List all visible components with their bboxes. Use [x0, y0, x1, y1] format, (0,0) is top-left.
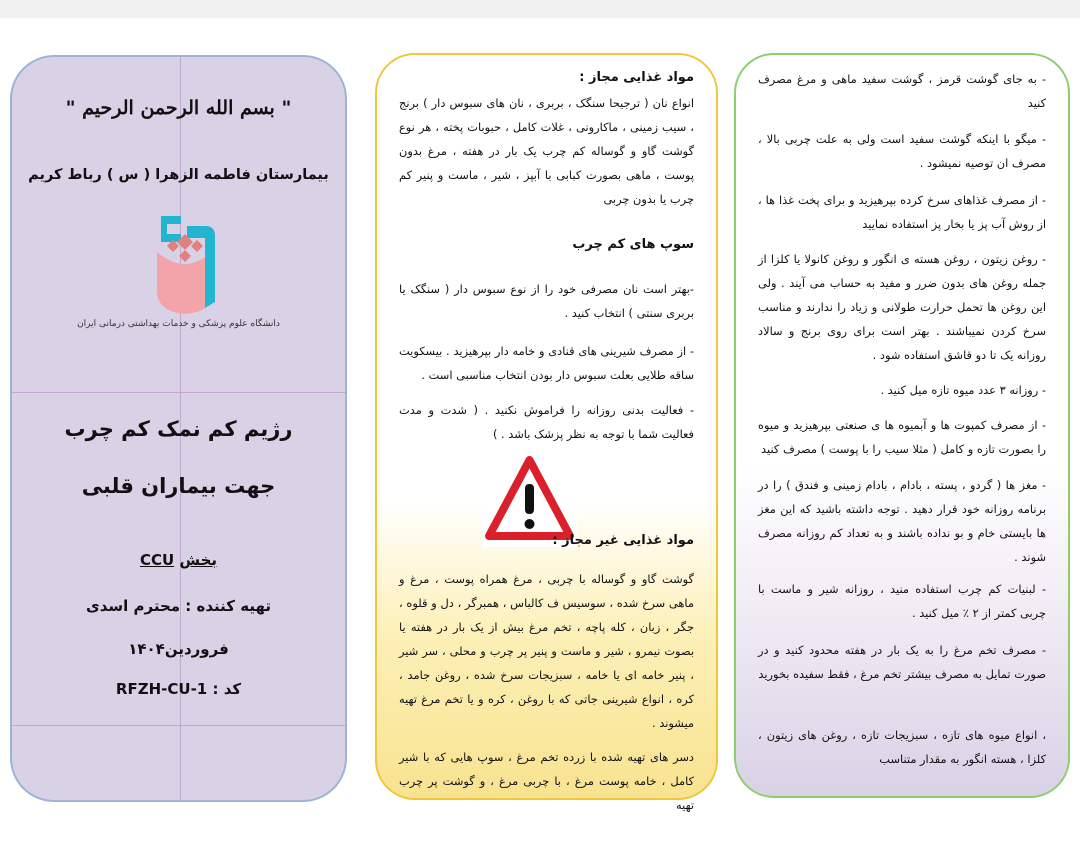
diet-title-line1: رژیم کم نمک کم چرب — [64, 417, 293, 441]
basmala: " بسم الله الرحمن الرحيم " — [65, 97, 292, 119]
diet-title-line2: جهت بیماران قلبی — [81, 474, 276, 498]
university-logo-icon — [147, 212, 222, 317]
ward-label: بخش — [179, 551, 218, 569]
tip-item: - میگو با اینکه گوشت سفید است ولی به علت چربی بالا ، مصرف ان توصیه نمیشود . — [758, 132, 1046, 170]
code-value: RFZH-CU-1 — [115, 680, 208, 698]
tip-item: - از مصرف غذاهای سرخ کرده بپرهیزید و برای پخت غذا ها ، از روش آب پز یا بخار پز استفاده نمایید — [758, 193, 1046, 231]
prepared-by: تهیه کننده : محترم اسدی — [86, 597, 271, 615]
tip-item: - روغن زیتون ، روغن هسته ی انگور و روغن کانولا یا کلزا از جمله روغن های بدون ضرر و مفید به حساب می آیند . ولی این روغن ها تحمل حرارت طولانی و زیاد را ندارند و مناسب سرخ کردن نمیباشند . بهتر است برای روی برنج و سالاد روزانه یک تا دو قاشق استفاده شود . — [758, 252, 1046, 362]
tip-item: - به جای گوشت قرمز ، گوشت سفید ماهی و مرغ مصرف کنید — [758, 72, 1046, 110]
allowed-text: انواع نان ( ترجیحا سنگک ، بربری ، نان های سبوس دار ) برنج ، سیب زمینی ، ماکارونی ، غلات کامل ، حبوبات پخته ، هر نوع گوشت گاو و گوساله کم چرب یک بار در هفته ، مرغ بدون پوست ، ماهی بصورت کبابی با آبپز ، شیر ، ماست و پنیر کم چرب یا بدون چربی — [399, 96, 694, 206]
food-panel — [375, 53, 718, 812]
cover-panel — [10, 55, 347, 802]
fold-line-horizontal — [12, 392, 345, 393]
tip-item: ، انواع میوه های تازه ، سبزیجات تازه ، روغن های زیتون ، کلزا ، هسته انگور به مقدار متناسب — [758, 728, 1046, 766]
tips-panel — [734, 53, 1070, 798]
date: فروردین۱۴۰۴ — [128, 640, 229, 658]
soups-text: -بهتر است نان مصرفی خود را از نوع سبوس دار ( سنگک یا بربری سنتی ) انتخاب کنید . — [399, 282, 694, 320]
tip-item: - مصرف تخم مرغ را به یک بار در هفته محدود کنید و در صورت تمایل به مصرف بیشتر تخم مرغ ، فقط سفیده بخورید — [758, 643, 1046, 681]
tip-item: - از مصرف کمپوت ها و آبمیوه ها ی صنعتی بپرهیزید و میوه را بصورت تازه و کامل ( مثلا سیب را با پوست ) مصرف کنید — [758, 418, 1046, 456]
tip-item: - روزانه ۳ عدد میوه تازه میل کنید . — [880, 383, 1046, 397]
tip-item: - لبنیات کم چرب استفاده منید ، روزانه شیر و ماست با چربی کمتر از ۲ ٪ میل کنید . — [758, 582, 1046, 620]
desserts-text: دسر های تهیه شده با زرده تخم مرغ ، سوپ هایی که با شیر کامل ، خامه پوست مرغ ، با چربی مرغ ، و گوشت پر چرب تهیه — [399, 750, 694, 812]
top-bar — [0, 0, 1080, 18]
heading-forbidden: مواد غذایی غیر مجاز : — [552, 533, 694, 548]
sweets-text: - از مصرف شیرینی های قنادی و خامه دار بپرهیزید . بیسکویت ساقه طلایی بعلت سبوس دار بودن انتخاب مناسبی است . — [399, 344, 694, 382]
ward-value: CCU — [139, 551, 175, 569]
forbidden-text: گوشت گاو و گوساله با چربی ، مرغ همراه پوست ، مرغ و ماهی سرخ شده ، سوسیس ف کالباس ، همبرگر ، دل و قلوه ، جگر ، زبان ، کله پاچه ، تخم مرغ بیش از یک بار در هفته یا بصوت نیمرو ، شیر و ماست و پنیر پر چرب و محلی ، سر شیر ، پنیر خامه ای یا خامه ، سبزیجات سرخ شده ، روغن جامد ، کره ، انواع شیرینی جاتی که با روغن ، کره و یا تخم مرغ تهیه میشوند . — [399, 572, 694, 730]
hospital-name: بیمارستان فاطمه الزهرا ( س ) رباط کریم — [28, 167, 329, 183]
heading-allowed: مواد غذایی مجاز : — [579, 70, 694, 85]
code-label: کد : — [212, 680, 242, 698]
university-name: دانشگاه علوم پزشکی و خدمات بهداشتی درمانی ایران — [77, 319, 280, 329]
tip-item: - مغز ها ( گردو ، پسته ، بادام ، بادام زمینی و فندق ) را در برنامه روزانه خود قرار دهید . توجه داشته باشید که این مغز ها بایستی خام و بو نداده باشند و به تعداد کم روزانه مصرف شوند . — [758, 478, 1046, 564]
ward-line — [12, 551, 345, 569]
code-line — [12, 680, 345, 698]
activity-text: - فعالیت بدنی روزانه را فراموش نکنید . ( شدت و مدت فعالیت شما با توجه به نظر پزشک باشد . ) — [399, 403, 694, 441]
fold-line-horizontal-bottom — [12, 725, 345, 726]
heading-soups: سوپ های کم چرب — [572, 237, 694, 252]
